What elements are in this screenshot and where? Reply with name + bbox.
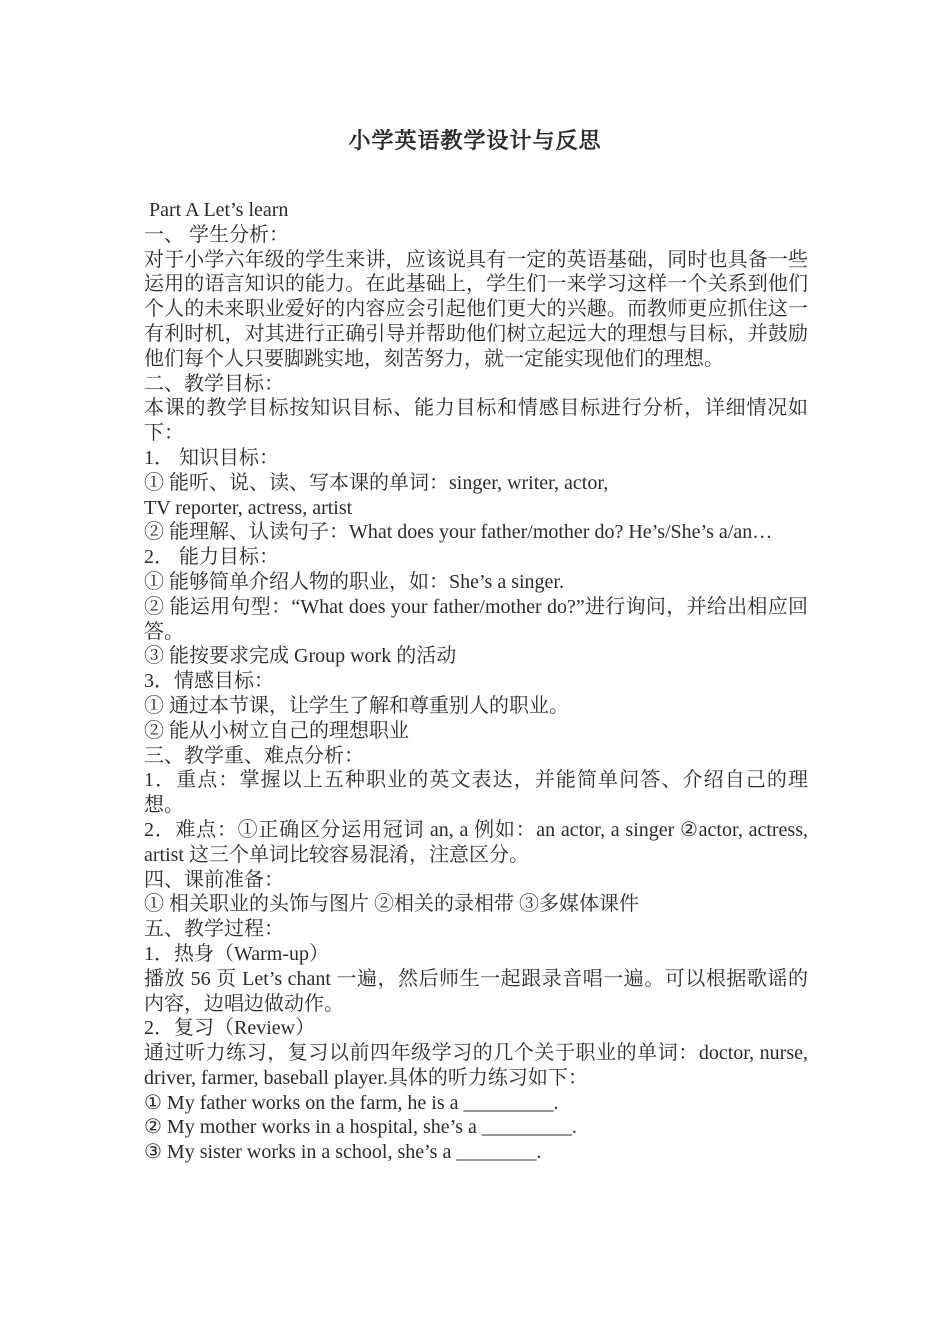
subheading-ability-goals: 2． 能力目标： (144, 546, 279, 569)
exercise-item: ② My mother works in a hospital, she’s a _________. (144, 1116, 577, 1139)
subheading-review: 2．复习（Review） (144, 1017, 316, 1040)
paragraph-warm-up: 播放 56 页 Let’s chant 一遍，然后师生一起跟录音唱一遍。可以根据歌谣的内容，边唱边做动作。 (144, 967, 808, 1015)
exercise-item: ① My father works on the farm, he is a _________. (144, 1091, 559, 1114)
lesson-heading: Part A Let’s learn (149, 199, 289, 221)
document-body (144, 198, 808, 1165)
paragraph-preparation: ① 相关职业的头饰与图片 ②相关的录相带 ③多媒体课件 (144, 893, 639, 916)
section-heading-preparation: 四、课前准备： (144, 868, 284, 891)
paragraph-student-analysis: 对于小学六年级的学生来讲，应该说具有一定的英语基础，同时也具备一些运用的语言知识的能力。在此基础上，学生们一来学习这样一个关系到他们个人的未来职业爱好的内容应会引起他们更大的兴趣。而教师更应抓住这一有利时机，对其进行正确引导并帮助他们树立起远大的理想与目标，并鼓励他们每个人只要脚跳实地，刻苦努力，就一定能实现他们的理想。 (144, 248, 808, 370)
paragraph-difficult-point: 2．难点：①正确区分运用冠词 an, a 例如：an actor, a singer ②actor, actress, artist 这三个单词比较容易混淆，注意区分。 (144, 818, 808, 866)
list-item: ① 能够简单介绍人物的职业，如：She’s a singer. (144, 570, 564, 593)
section-heading-teaching-process: 五、教学过程： (144, 918, 284, 941)
list-item: ② 能理解、认读句子：What does your father/mother do? He’s/She’s a/an… (144, 521, 773, 544)
section-heading-key-points: 三、教学重、难点分析： (144, 744, 364, 767)
exercise-item: ③ My sister works in a school, she’s a ________. (144, 1141, 542, 1164)
list-item: ② 能运用句型：“What does your father/mother do?”进行询问，并给出相应回答。 (144, 595, 808, 643)
paragraph-goals-intro: 本课的教学目标按知识目标、能力目标和情感目标进行分析，详细情况如下： (144, 397, 808, 445)
subheading-warm-up: 1．热身（Warm-up） (144, 942, 330, 965)
paragraph-key-point: 1．重点：掌握以上五种职业的英文表达，并能简单问答、介绍自己的理想。 (144, 769, 808, 817)
section-heading-teaching-goals: 二、教学目标： (144, 372, 284, 395)
subheading-emotional-goals: 3．情感目标： (144, 670, 274, 693)
list-item: ③ 能按要求完成 Group work 的活动 (144, 645, 457, 668)
list-item: TV reporter, actress, artist (144, 496, 353, 519)
list-item: ① 通过本节课，让学生了解和尊重别人的职业。 (144, 694, 569, 717)
page-title: 小学英语教学设计与反思 (348, 128, 602, 153)
section-heading-student-analysis: 一、 学生分析： (144, 223, 289, 246)
list-item: ② 能从小树立自己的理想职业 (144, 719, 409, 742)
subheading-knowledge-goals: 1． 知识目标： (144, 446, 279, 469)
paragraph-review: 通过听力练习，复习以前四年级学习的几个关于职业的单词：doctor, nurse, driver, farmer, baseball player.具体的听力练习如下： (144, 1042, 808, 1089)
list-item: ① 能听、说、读、写本课的单词：singer, writer, actor, (144, 471, 609, 494)
